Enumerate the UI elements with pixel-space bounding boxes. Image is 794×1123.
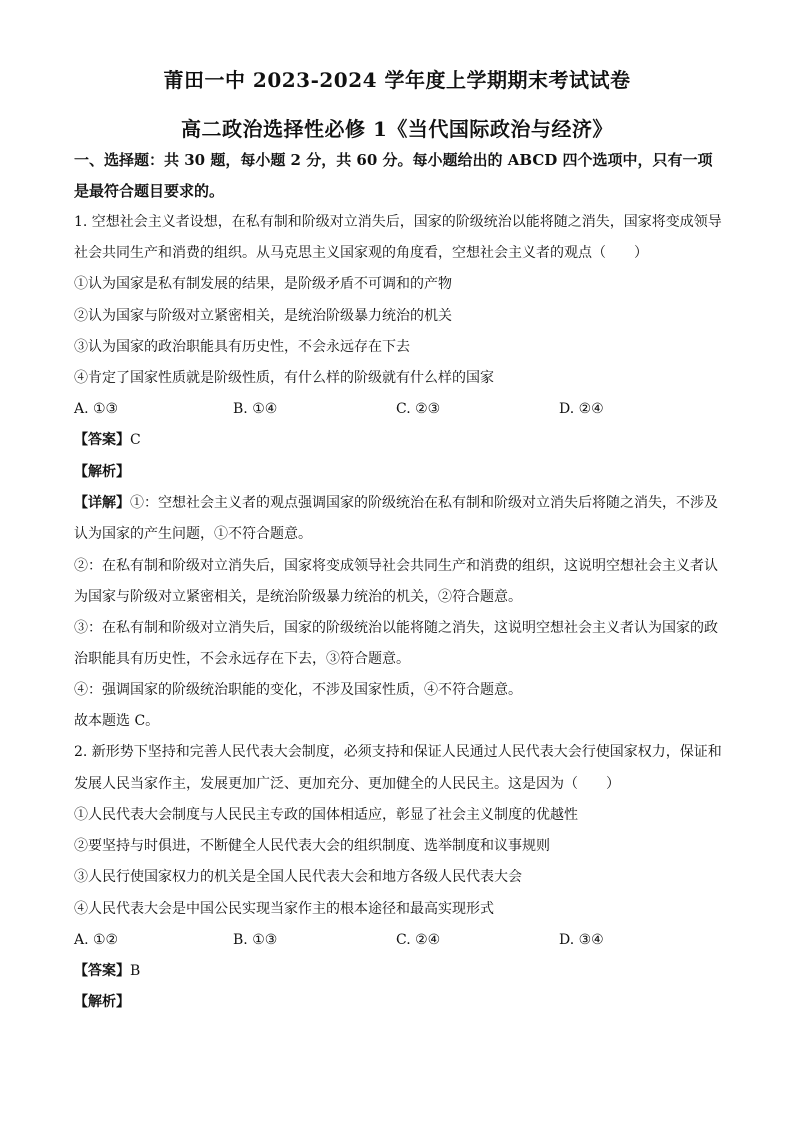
q1-statement-1: ①认为国家是私有制发展的结果，是阶级矛盾不可调和的产物: [74, 276, 452, 292]
q2-option-b: B. ①③: [233, 932, 278, 948]
q1-option-c: C. ②③: [396, 401, 441, 417]
q1-option-a: A. ①③: [74, 401, 119, 417]
q1-detail-line5: ③：在私有制和阶级对立消失后，国家的阶级统治以能将随之消失，这说明空想社会主义者认为国家的政: [74, 620, 718, 636]
q1-detail-line2: 认为国家的产生问题，①不符合题意。: [74, 526, 312, 542]
q1-detail-line7: ④：强调国家的阶级统治职能的变化，不涉及国家性质，④不符合题意。: [74, 682, 522, 698]
q1-conclusion: 故本题选 C。: [74, 713, 160, 729]
detail-tag: 【详解】: [74, 495, 130, 511]
q2-stem-line1: 2. 新形势下坚持和完善人民代表大会制度，必须支持和保证人民通过人民代表大会行使国家权力，保证和: [74, 744, 722, 760]
q2-answer: [74, 961, 140, 981]
q2-analysis-tag: 【解析】: [74, 994, 130, 1010]
q1-detail-line6: 治职能具有历史性，不会永远存在下去，③符合题意。: [74, 651, 410, 667]
q2-statement-3: ③人民行使国家权力的机关是全国人民代表大会和地方各级人民代表大会: [74, 869, 522, 885]
exam-title: 莆田一中 2023-2024 学年度上学期期末考试试卷: [163, 68, 631, 92]
q1-detail-line3: ②：在私有制和阶级对立消失后，国家将变成领导社会共同生产和消费的组织，这说明空想社会主义者认: [74, 558, 718, 574]
q1-statement-3: ③认为国家的政治职能具有历史性，不会永远存在下去: [74, 339, 410, 355]
q1-answer: [74, 430, 141, 450]
q1-option-b: B. ①④: [233, 401, 278, 417]
answer-tag: 【答案】: [74, 432, 130, 448]
q1-detail-line4: 为国家与阶级对立紧密相关，是统治阶级暴力统治的机关，②符合题意。: [74, 589, 522, 605]
q1-statement-4: ④肯定了国家性质就是阶级性质，有什么样的阶级就有什么样的国家: [74, 370, 494, 386]
answer-tag: 【答案】: [74, 963, 130, 979]
exam-subtitle: 高二政治选择性必修 1《当代国际政治与经济》: [181, 117, 613, 141]
detail-text: ①：空想社会主义者的观点强调国家的阶级统治在私有制和阶级对立消失后将随之消失，不涉及: [130, 495, 718, 511]
q2-statement-4: ④人民代表大会是中国公民实现当家作主的根本途径和最高实现形式: [74, 901, 494, 917]
section-instructions-line1: 一、选择题：共 30 题，每小题 2 分，共 60 分。每小题给出的 ABCD 四个选项中，只有一项: [74, 151, 713, 169]
q2-statement-2: ②要坚持与时俱进，不断健全人民代表大会的组织制度、选举制度和议事规则: [74, 838, 550, 854]
q1-stem-line1: 1. 空想社会主义者设想，在私有制和阶级对立消失后，国家的阶级统治以能将随之消失，国家将变成领导: [74, 214, 722, 230]
q2-option-c: C. ②④: [396, 932, 441, 948]
section-instructions-line2: 是最符合题目要求的。: [74, 182, 225, 200]
answer-value: B: [130, 963, 141, 979]
q1-analysis-tag: 【解析】: [74, 464, 130, 480]
q2-statement-1: ①人民代表大会制度与人民民主专政的国体相适应，彰显了社会主义制度的优越性: [74, 807, 578, 823]
q1-statement-2: ②认为国家与阶级对立紧密相关，是统治阶级暴力统治的机关: [74, 308, 452, 324]
q1-detail-line1: [74, 493, 718, 513]
q2-option-d: D. ③④: [559, 932, 604, 948]
answer-value: C: [130, 432, 141, 448]
q1-option-d: D. ②④: [559, 401, 604, 417]
q2-option-a: A. ①②: [74, 932, 119, 948]
q1-stem-line2: 社会共同生产和消费的组织。从马克思主义国家观的角度看，空想社会主义者的观点（ ）: [74, 245, 648, 261]
q2-stem-line2: 发展人民当家作主，发展更加广泛、更加充分、更加健全的人民民主。这是因为（ ）: [74, 776, 620, 792]
